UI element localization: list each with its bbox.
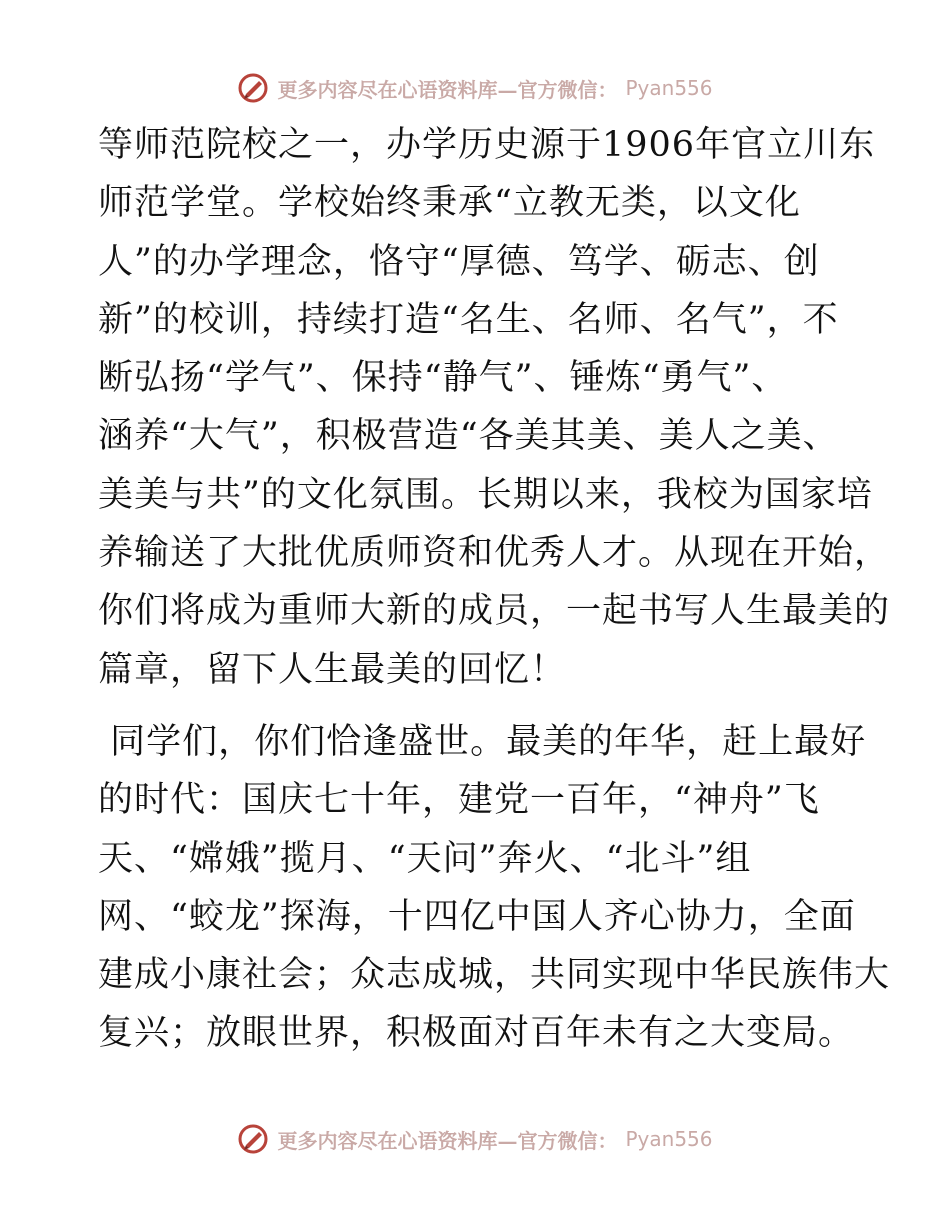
text-line: 新”的校训，持续打造“名生、名师、名气”，不 — [98, 299, 839, 340]
document-body — [98, 116, 891, 1063]
text-line: 你们将成为重师大新的成员，一起书写人生最美的 — [98, 591, 891, 632]
text-line: 复兴；放眼世界，积极面对百年未有之大变局。 — [98, 1013, 855, 1054]
text-line: 美美与共”的文化氛围。长期以来，我校为国家培 — [98, 474, 873, 515]
header-watermark-banner — [0, 72, 950, 104]
text-line: 建成小康社会；众志成城，共同实现中华民族伟大 — [98, 955, 891, 996]
text-line: 网、“蛟龙”探海，十四亿中国人齐心协力，全面 — [98, 896, 856, 937]
banner-text: 更多内容尽在心语资料库—官方微信： — [277, 1128, 618, 1153]
text-line: 断弘扬“学气”、保持“静气”、锤炼“勇气”、 — [98, 358, 788, 399]
text-line: 养输送了大批优质师资和优秀人才。从现在开始， — [98, 533, 891, 574]
text-line: 的时代：国庆七十年，建党一百年，“神舟”飞 — [98, 780, 820, 821]
text-line: 等师范院校之一，办学历史源于1906年官立川东 — [98, 125, 876, 165]
pen-logo-icon — [237, 72, 269, 104]
banner-wechat-id: Pyan556 — [625, 1127, 713, 1151]
text-line: 人”的办学理念，恪守“厚德、笃学、砺志、创 — [98, 241, 820, 282]
text-line: 师范学堂。学校始终秉承“立教无类，以文化 — [98, 183, 801, 224]
banner-wechat-id: Pyan556 — [625, 76, 713, 100]
pen-logo-icon — [237, 1123, 269, 1155]
text-line: 涵养“大气”，积极营造“各美其美、美人之美、 — [98, 416, 839, 457]
text-line: 同学们，你们恰逢盛世。最美的年华，赶上最好 — [98, 721, 867, 762]
paragraph-school-intro — [98, 116, 891, 699]
paragraph-era — [98, 713, 891, 1063]
banner-text: 更多内容尽在心语资料库—官方微信： — [277, 77, 618, 102]
footer-watermark-banner — [0, 1123, 950, 1155]
text-line: 篇章，留下人生最美的回忆！ — [98, 649, 567, 690]
text-line: 天、“嫦娥”揽月、“天问”奔火、“北斗”组 — [98, 838, 752, 879]
